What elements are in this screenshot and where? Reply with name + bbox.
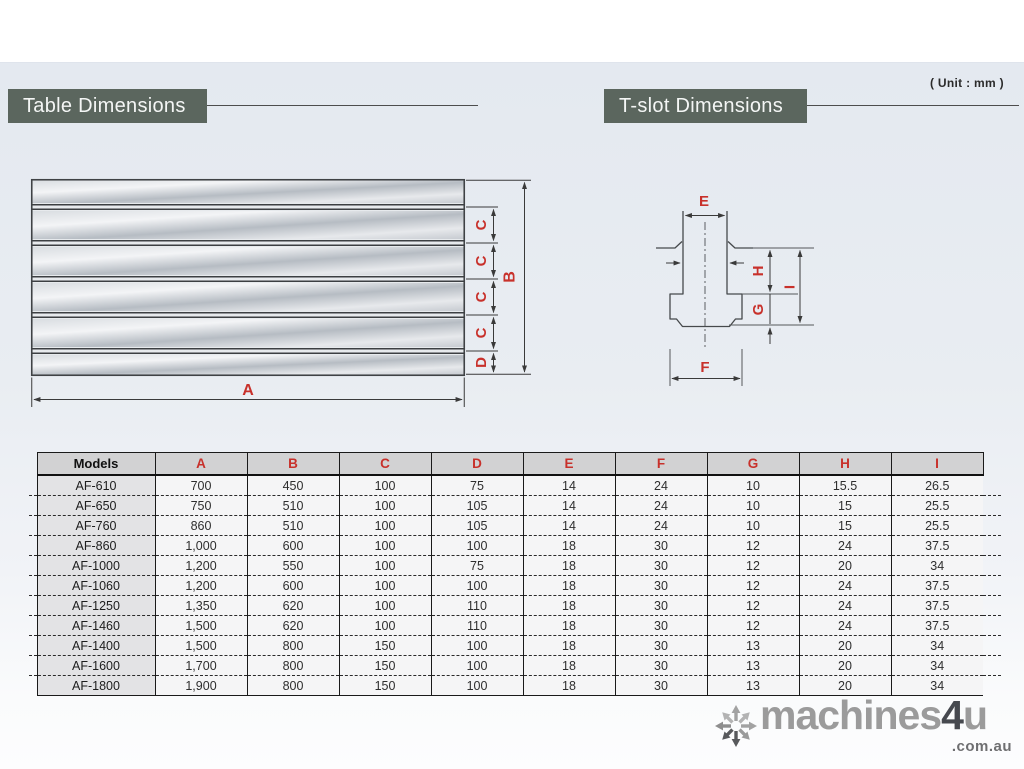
spec-value-cell: 18 — [523, 576, 615, 596]
spec-table-container — [29, 452, 1001, 696]
spec-value-cell: 600 — [247, 576, 339, 596]
model-cell: AF-760 — [37, 516, 155, 536]
spec-value-cell: 600 — [247, 536, 339, 556]
table-edge — [29, 676, 37, 696]
spec-value-cell: 18 — [523, 676, 615, 696]
logo-wordmark — [760, 692, 987, 739]
spec-value-cell: 110 — [431, 596, 523, 616]
spec-value-cell: 1,500 — [155, 636, 247, 656]
spec-value-cell: 150 — [339, 676, 431, 696]
machines4u-logo — [714, 694, 1014, 760]
spec-value-cell: 550 — [247, 556, 339, 576]
table-row — [29, 576, 1001, 596]
table-row — [29, 556, 1001, 576]
spec-value-cell: 18 — [523, 596, 615, 616]
svg-text:B: B — [501, 271, 519, 283]
model-cell: AF-1800 — [37, 676, 155, 696]
spec-value-cell: 1,200 — [155, 576, 247, 596]
spec-value-cell: 100 — [339, 576, 431, 596]
table-edge — [29, 496, 37, 516]
svg-text:C: C — [472, 327, 490, 339]
spec-value-cell: 1,900 — [155, 676, 247, 696]
spec-value-cell: 37.5 — [891, 596, 983, 616]
spec-value-cell: 110 — [431, 616, 523, 636]
spec-value-cell: 34 — [891, 676, 983, 696]
table-edge — [29, 636, 37, 656]
table-row — [29, 596, 1001, 616]
spec-value-cell: 30 — [615, 556, 707, 576]
spec-value-cell: 14 — [523, 516, 615, 536]
section-rule — [807, 105, 1019, 106]
svg-text:H: H — [749, 265, 767, 277]
spec-value-cell: 750 — [155, 496, 247, 516]
spec-value-cell: 860 — [155, 516, 247, 536]
table-edge — [29, 596, 37, 616]
spec-value-cell: 100 — [431, 576, 523, 596]
spec-value-cell: 105 — [431, 496, 523, 516]
spec-value-cell: 37.5 — [891, 616, 983, 636]
table-edge — [983, 496, 1001, 516]
svg-text:D: D — [472, 357, 490, 368]
spec-value-cell: 100 — [339, 556, 431, 576]
table-edge — [29, 536, 37, 556]
spec-value-cell: 37.5 — [891, 536, 983, 556]
spec-value-cell: 24 — [799, 616, 891, 636]
unit-note: ( Unit : mm ) — [930, 76, 1004, 90]
table-edge — [983, 475, 1001, 496]
spec-value-cell: 1,000 — [155, 536, 247, 556]
snowflake-arrows-icon — [714, 700, 758, 752]
spec-value-cell: 100 — [431, 536, 523, 556]
column-header-models: Models — [37, 453, 155, 476]
logo-domain-suffix: .com.au — [951, 738, 1012, 755]
section-title: T-slot Dimensions — [619, 94, 784, 117]
spec-value-cell: 100 — [431, 676, 523, 696]
spec-value-cell: 18 — [523, 656, 615, 676]
table-row — [29, 636, 1001, 656]
spec-value-cell: 18 — [523, 616, 615, 636]
column-header-f: F — [615, 453, 707, 476]
spec-value-cell: 20 — [799, 676, 891, 696]
spec-value-cell: 30 — [615, 596, 707, 616]
table-row — [29, 656, 1001, 676]
spec-value-cell: 25.5 — [891, 516, 983, 536]
spec-value-cell: 13 — [707, 656, 799, 676]
spec-table-header-row — [29, 453, 1001, 476]
model-cell: AF-610 — [37, 475, 155, 496]
spec-value-cell: 12 — [707, 596, 799, 616]
spec-value-cell: 800 — [247, 656, 339, 676]
spec-value-cell: 800 — [247, 676, 339, 696]
svg-text:C: C — [472, 255, 490, 267]
table-edge — [29, 453, 37, 476]
spec-value-cell: 30 — [615, 616, 707, 636]
model-cell: AF-650 — [37, 496, 155, 516]
section-header-tslot-dimensions — [604, 89, 807, 123]
spec-value-cell: 1,200 — [155, 556, 247, 576]
section-rule — [207, 105, 478, 106]
model-cell: AF-1060 — [37, 576, 155, 596]
svg-text:C: C — [472, 291, 490, 303]
spec-value-cell: 1,700 — [155, 656, 247, 676]
svg-text:C: C — [472, 219, 490, 231]
spec-value-cell: 1,350 — [155, 596, 247, 616]
spec-value-cell: 105 — [431, 516, 523, 536]
table-edge — [29, 656, 37, 676]
svg-text:A: A — [242, 382, 254, 399]
svg-text:E: E — [698, 193, 710, 210]
spec-value-cell: 800 — [247, 636, 339, 656]
model-cell: AF-860 — [37, 536, 155, 556]
spec-value-cell: 13 — [707, 636, 799, 656]
spec-value-cell: 34 — [891, 656, 983, 676]
spec-value-cell: 450 — [247, 475, 339, 496]
spec-value-cell: 100 — [339, 496, 431, 516]
spec-value-cell: 12 — [707, 556, 799, 576]
spec-value-cell: 30 — [615, 636, 707, 656]
dimension-lines — [666, 216, 800, 379]
table-edge — [983, 453, 1001, 476]
spec-value-cell: 14 — [523, 496, 615, 516]
model-cell: AF-1400 — [37, 636, 155, 656]
spec-value-cell: 18 — [523, 636, 615, 656]
spec-value-cell: 20 — [799, 556, 891, 576]
spec-value-cell: 620 — [247, 596, 339, 616]
model-cell: AF-1250 — [37, 596, 155, 616]
spec-value-cell: 75 — [431, 556, 523, 576]
spec-value-cell: 20 — [799, 656, 891, 676]
model-cell: AF-1000 — [37, 556, 155, 576]
spec-value-cell: 100 — [431, 636, 523, 656]
spec-table — [29, 452, 1001, 696]
spec-value-cell: 37.5 — [891, 576, 983, 596]
table-edge — [29, 616, 37, 636]
svg-text:I: I — [781, 284, 799, 290]
spec-value-cell: 100 — [431, 656, 523, 676]
table-edge — [983, 596, 1001, 616]
table-row — [29, 536, 1001, 556]
svg-text:F: F — [700, 359, 710, 376]
spec-value-cell: 150 — [339, 636, 431, 656]
table-edge — [983, 556, 1001, 576]
column-header-h: H — [799, 453, 891, 476]
tslot-diagram-labels — [699, 193, 798, 376]
spec-value-cell: 100 — [339, 596, 431, 616]
column-header-i: I — [891, 453, 983, 476]
spec-value-cell: 620 — [247, 616, 339, 636]
spec-value-cell: 18 — [523, 536, 615, 556]
spec-value-cell: 510 — [247, 496, 339, 516]
spec-value-cell: 12 — [707, 576, 799, 596]
table-diagram — [20, 172, 540, 414]
spec-value-cell: 34 — [891, 636, 983, 656]
table-row — [29, 516, 1001, 536]
section-header-table-dimensions — [8, 89, 207, 123]
spec-value-cell: 10 — [707, 475, 799, 496]
spec-value-cell: 15 — [799, 496, 891, 516]
spec-value-cell: 12 — [707, 536, 799, 556]
table-edge — [983, 536, 1001, 556]
spec-value-cell: 24 — [799, 596, 891, 616]
table-edge — [983, 576, 1001, 596]
spec-value-cell: 1,500 — [155, 616, 247, 636]
spec-value-cell: 30 — [615, 536, 707, 556]
model-cell: AF-1460 — [37, 616, 155, 636]
spec-value-cell: 24 — [615, 475, 707, 496]
table-row — [29, 475, 1001, 496]
spec-value-cell: 13 — [707, 676, 799, 696]
spec-value-cell: 10 — [707, 516, 799, 536]
spec-value-cell: 26.5 — [891, 475, 983, 496]
spec-value-cell: 100 — [339, 616, 431, 636]
spec-value-cell: 10 — [707, 496, 799, 516]
spec-table-body — [29, 475, 1001, 696]
spec-value-cell: 15 — [799, 516, 891, 536]
logo-word-accent: 4 — [941, 692, 963, 738]
table-edge — [983, 656, 1001, 676]
spec-value-cell: 100 — [339, 536, 431, 556]
column-header-c: C — [339, 453, 431, 476]
spec-value-cell: 700 — [155, 475, 247, 496]
spec-value-cell: 30 — [615, 656, 707, 676]
spec-value-cell: 14 — [523, 475, 615, 496]
section-title: Table Dimensions — [23, 94, 186, 117]
column-header-d: D — [431, 453, 523, 476]
spec-value-cell: 100 — [339, 475, 431, 496]
model-cell: AF-1600 — [37, 656, 155, 676]
spec-value-cell: 25.5 — [891, 496, 983, 516]
spec-value-cell: 510 — [247, 516, 339, 536]
table-edge — [29, 556, 37, 576]
table-edge — [29, 516, 37, 536]
logo-word-main: machines — [760, 692, 942, 738]
svg-text:G: G — [749, 303, 767, 316]
spec-value-cell: 24 — [615, 516, 707, 536]
spec-value-cell: 75 — [431, 475, 523, 496]
spec-value-cell: 18 — [523, 556, 615, 576]
spec-value-cell: 24 — [799, 536, 891, 556]
table-row — [29, 496, 1001, 516]
table-row — [29, 616, 1001, 636]
spec-value-cell: 24 — [615, 496, 707, 516]
table-edge — [983, 516, 1001, 536]
column-header-b: B — [247, 453, 339, 476]
spec-value-cell: 34 — [891, 556, 983, 576]
column-header-g: G — [707, 453, 799, 476]
table-edge — [983, 616, 1001, 636]
spec-value-cell: 24 — [799, 576, 891, 596]
tslot-diagram — [640, 185, 825, 395]
column-header-e: E — [523, 453, 615, 476]
column-header-a: A — [155, 453, 247, 476]
table-edge — [983, 636, 1001, 656]
spec-value-cell: 30 — [615, 676, 707, 696]
spec-value-cell: 30 — [615, 576, 707, 596]
spec-value-cell: 15.5 — [799, 475, 891, 496]
spec-value-cell: 100 — [339, 516, 431, 536]
spec-value-cell: 20 — [799, 636, 891, 656]
spec-value-cell: 12 — [707, 616, 799, 636]
table-edge — [29, 576, 37, 596]
table-edge — [29, 475, 37, 496]
logo-word-tail: u — [962, 692, 988, 738]
spec-value-cell: 150 — [339, 656, 431, 676]
